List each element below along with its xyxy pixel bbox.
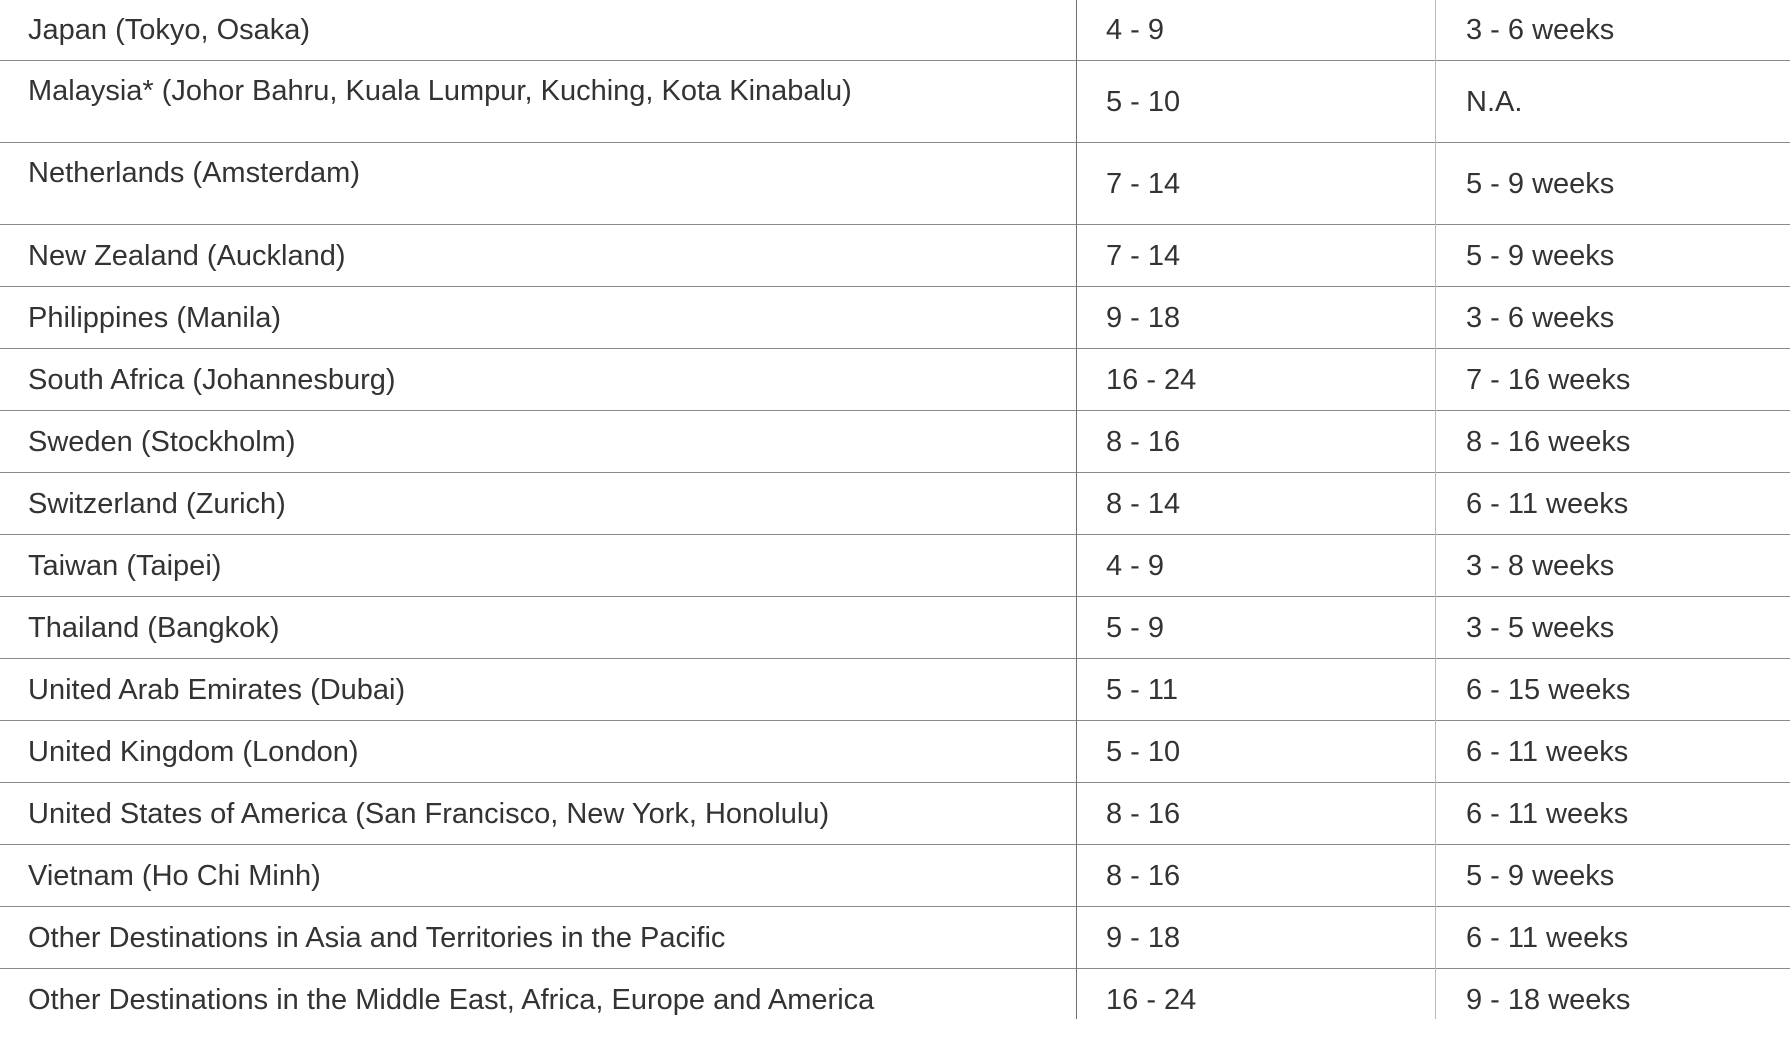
- column-divider: [1435, 0, 1436, 1019]
- column-divider: [1076, 0, 1077, 1019]
- destination-cell: South Africa (Johannesburg): [28, 363, 396, 396]
- destination-cell: United Kingdom (London): [28, 735, 359, 768]
- duration-cell: 3 - 8 weeks: [1466, 549, 1615, 582]
- duration-cell: 6 - 11 weeks: [1466, 921, 1629, 954]
- duration-cell: 3 - 6 weeks: [1466, 14, 1615, 46]
- destination-cell: United States of America (San Francisco, New York, Honolulu): [28, 797, 830, 830]
- destination-cell: Japan (Tokyo, Osaka): [28, 14, 311, 46]
- range-cell: 4 - 9: [1106, 549, 1165, 582]
- duration-cell: 9 - 18 weeks: [1466, 984, 1631, 1016]
- range-cell: 5 - 10: [1106, 735, 1181, 768]
- range-cell: 8 - 16: [1106, 797, 1181, 830]
- destination-cell: Thailand (Bangkok): [28, 611, 280, 644]
- duration-cell: 5 - 9 weeks: [1466, 167, 1615, 200]
- range-cell: 5 - 9: [1106, 611, 1165, 644]
- table-row: [0, 143, 1790, 225]
- duration-cell: 3 - 5 weeks: [1466, 611, 1615, 644]
- range-cell: 7 - 14: [1106, 167, 1181, 200]
- table-row: [0, 473, 1790, 535]
- destination-cell: United Arab Emirates (Dubai): [28, 673, 406, 706]
- table-row: [0, 907, 1790, 969]
- range-cell: 5 - 11: [1106, 673, 1179, 706]
- destination-cell: Philippines (Manila): [28, 301, 282, 334]
- range-cell: 8 - 14: [1106, 487, 1181, 520]
- table-row: [0, 349, 1790, 411]
- range-cell: 9 - 18: [1106, 921, 1181, 954]
- range-cell: 8 - 16: [1106, 859, 1181, 892]
- destination-cell: Malaysia* (Johor Bahru, Kuala Lumpur, Kuching, Kota Kinabalu): [28, 75, 852, 107]
- destination-cell: Sweden (Stockholm): [28, 425, 296, 458]
- range-cell: 5 - 10: [1106, 85, 1181, 118]
- range-cell: 4 - 9: [1106, 14, 1165, 46]
- table-row: [0, 969, 1790, 1047]
- table-row: [0, 0, 1790, 61]
- range-cell: 7 - 14: [1106, 239, 1181, 272]
- destination-cell: Taiwan (Taipei): [28, 549, 222, 582]
- table-row: [0, 597, 1790, 659]
- duration-cell: 6 - 15 weeks: [1466, 673, 1631, 706]
- table-row: [0, 783, 1790, 845]
- duration-cell: 8 - 16 weeks: [1466, 425, 1631, 458]
- duration-cell: 3 - 6 weeks: [1466, 301, 1615, 334]
- table-row: [0, 845, 1790, 907]
- duration-cell: 6 - 11 weeks: [1466, 735, 1629, 768]
- duration-cell: N.A.: [1466, 85, 1523, 118]
- destination-cell: Vietnam (Ho Chi Minh): [28, 859, 321, 892]
- table-row: [0, 659, 1790, 721]
- table-row: [0, 721, 1790, 783]
- table-row: [0, 535, 1790, 597]
- destination-cell: Switzerland (Zurich): [28, 487, 286, 520]
- duration-cell: 6 - 11 weeks: [1466, 487, 1629, 520]
- range-cell: 9 - 18: [1106, 301, 1181, 334]
- duration-cell: 5 - 9 weeks: [1466, 859, 1615, 892]
- range-cell: 16 - 24: [1106, 363, 1197, 396]
- duration-cell: 6 - 11 weeks: [1466, 797, 1629, 830]
- destination-cell: New Zealand (Auckland): [28, 239, 346, 272]
- table-row: [0, 287, 1790, 349]
- destination-cell: Other Destinations in Asia and Territories in the Pacific: [28, 921, 726, 954]
- table-row: [0, 61, 1790, 143]
- destination-cell: Netherlands (Amsterdam): [28, 157, 360, 189]
- duration-cell: 7 - 16 weeks: [1466, 363, 1631, 396]
- destination-cell: Other Destinations in the Middle East, Africa, Europe and America: [28, 984, 875, 1016]
- table-row: [0, 225, 1790, 287]
- duration-cell: 5 - 9 weeks: [1466, 239, 1615, 272]
- range-cell: 16 - 24: [1106, 984, 1197, 1016]
- range-cell: 8 - 16: [1106, 425, 1181, 458]
- table-row: [0, 411, 1790, 473]
